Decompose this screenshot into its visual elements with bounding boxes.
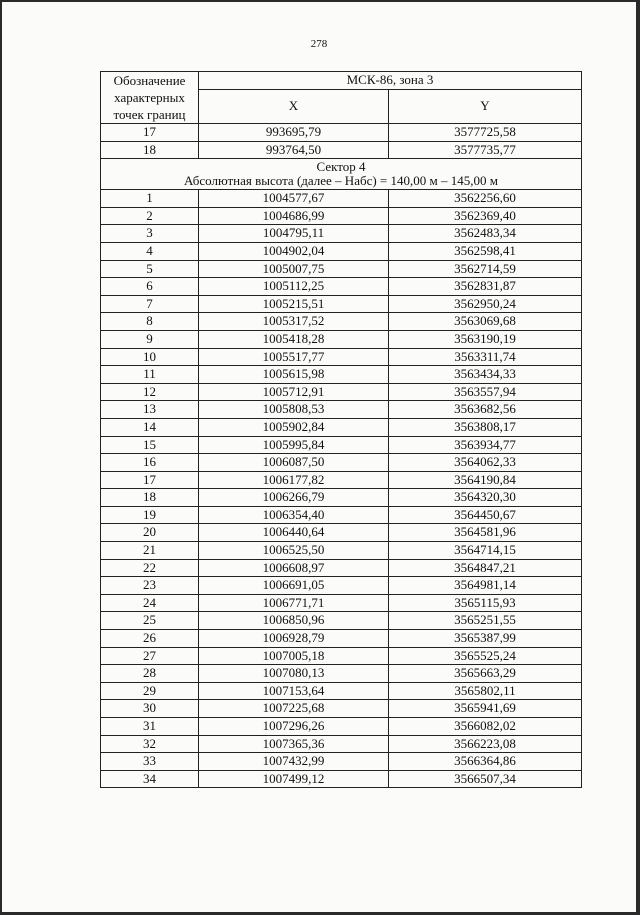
- point-number: 12: [101, 383, 199, 401]
- table-row: [101, 225, 582, 243]
- table-row: [101, 700, 582, 718]
- table-row: [101, 718, 582, 736]
- x-coordinate: 1007432,99: [199, 753, 389, 771]
- point-number: 3: [101, 225, 199, 243]
- table-row: [101, 524, 582, 542]
- header-coord-system: МСК-86, зона 3: [199, 72, 582, 90]
- y-coordinate: 3565802,11: [389, 682, 582, 700]
- point-number: 4: [101, 242, 199, 260]
- table-row: [101, 612, 582, 630]
- y-coordinate: 3564062,33: [389, 454, 582, 472]
- x-coordinate: 1005007,75: [199, 260, 389, 278]
- x-coordinate: 1004577,67: [199, 190, 389, 208]
- x-coordinate: 1007005,18: [199, 647, 389, 665]
- x-coordinate: 1004795,11: [199, 225, 389, 243]
- x-coordinate: 1005112,25: [199, 278, 389, 296]
- table-row: [101, 436, 582, 454]
- point-number: 10: [101, 348, 199, 366]
- table-row: [101, 366, 582, 384]
- y-coordinate: 3563190,19: [389, 330, 582, 348]
- point-number: 16: [101, 454, 199, 472]
- y-coordinate: 3564847,21: [389, 559, 582, 577]
- point-number: 21: [101, 542, 199, 560]
- y-coordinate: 3562714,59: [389, 260, 582, 278]
- document-page: [2, 2, 636, 912]
- point-number: 17: [101, 471, 199, 489]
- point-number: 22: [101, 559, 199, 577]
- table-row: [101, 418, 582, 436]
- point-number: 29: [101, 682, 199, 700]
- table-row: [101, 489, 582, 507]
- y-coordinate: 3564450,67: [389, 506, 582, 524]
- point-number: 24: [101, 594, 199, 612]
- page-number: 278: [310, 38, 328, 50]
- table-row: [101, 577, 582, 595]
- x-coordinate: 1004902,04: [199, 242, 389, 260]
- x-coordinate: 993695,79: [199, 124, 389, 142]
- x-coordinate: 1005615,98: [199, 366, 389, 384]
- x-coordinate: 1006771,71: [199, 594, 389, 612]
- sector-row: [101, 159, 582, 190]
- x-coordinate: 1006177,82: [199, 471, 389, 489]
- point-number: 14: [101, 418, 199, 436]
- point-number: 15: [101, 436, 199, 454]
- point-number: 32: [101, 735, 199, 753]
- y-coordinate: 3565663,29: [389, 665, 582, 683]
- table-row: [101, 594, 582, 612]
- x-coordinate: 1007296,26: [199, 718, 389, 736]
- table-row: [101, 542, 582, 560]
- x-coordinate: 1006691,05: [199, 577, 389, 595]
- y-coordinate: 3562483,34: [389, 225, 582, 243]
- y-coordinate: 3564581,96: [389, 524, 582, 542]
- x-coordinate: 1007153,64: [199, 682, 389, 700]
- y-coordinate: 3563808,17: [389, 418, 582, 436]
- table-row: [101, 295, 582, 313]
- x-coordinate: 1006525,50: [199, 542, 389, 560]
- x-coordinate: 1005995,84: [199, 436, 389, 454]
- y-coordinate: 3564320,30: [389, 489, 582, 507]
- y-coordinate: 3566082,02: [389, 718, 582, 736]
- table-row: [101, 630, 582, 648]
- table-row: [101, 348, 582, 366]
- table-row: [101, 770, 582, 788]
- table-row: [101, 383, 582, 401]
- table-row: [101, 647, 582, 665]
- y-coordinate: 3562950,24: [389, 295, 582, 313]
- table-row: [101, 401, 582, 419]
- x-coordinate: 1006928,79: [199, 630, 389, 648]
- y-coordinate: 3565941,69: [389, 700, 582, 718]
- point-number: 31: [101, 718, 199, 736]
- y-coordinate: 3564981,14: [389, 577, 582, 595]
- point-number: 18: [101, 141, 199, 159]
- y-coordinate: 3577725,58: [389, 124, 582, 142]
- table-row: [101, 753, 582, 771]
- y-coordinate: 3566223,08: [389, 735, 582, 753]
- x-coordinate: 1007499,12: [199, 770, 389, 788]
- point-number: 25: [101, 612, 199, 630]
- table-row: [101, 242, 582, 260]
- x-coordinate: 1005418,28: [199, 330, 389, 348]
- y-coordinate: 3566507,34: [389, 770, 582, 788]
- y-coordinate: 3563682,56: [389, 401, 582, 419]
- sector-title: Сектор 4: [316, 159, 366, 175]
- point-number: 1: [101, 190, 199, 208]
- x-coordinate: 1006850,96: [199, 612, 389, 630]
- x-coordinate: 1005902,84: [199, 418, 389, 436]
- y-coordinate: 3565387,99: [389, 630, 582, 648]
- point-number: 9: [101, 330, 199, 348]
- y-coordinate: 3563434,33: [389, 366, 582, 384]
- table-row: [101, 506, 582, 524]
- point-number: 26: [101, 630, 199, 648]
- y-coordinate: 3565115,93: [389, 594, 582, 612]
- coordinates-table: [100, 71, 582, 788]
- table-row: [101, 278, 582, 296]
- point-number: 20: [101, 524, 199, 542]
- table-row: [101, 735, 582, 753]
- point-number: 30: [101, 700, 199, 718]
- table-row: [101, 313, 582, 331]
- point-number: 28: [101, 665, 199, 683]
- sector-subtitle: Абсолютная высота (далее – Набс) = 140,00 м – 145,00 м: [184, 173, 498, 189]
- y-coordinate: 3564190,84: [389, 471, 582, 489]
- y-coordinate: 3566364,86: [389, 753, 582, 771]
- y-coordinate: 3562369,40: [389, 207, 582, 225]
- y-coordinate: 3563069,68: [389, 313, 582, 331]
- x-coordinate: 1007365,36: [199, 735, 389, 753]
- x-coordinate: 1005317,52: [199, 313, 389, 331]
- point-number: 17: [101, 124, 199, 142]
- table-row: [101, 260, 582, 278]
- table-row: [101, 207, 582, 225]
- point-number: 8: [101, 313, 199, 331]
- point-number: 13: [101, 401, 199, 419]
- y-coordinate: 3563557,94: [389, 383, 582, 401]
- header-x: X: [199, 89, 389, 123]
- table-row: [101, 190, 582, 208]
- x-coordinate: 1006087,50: [199, 454, 389, 472]
- y-coordinate: 3563311,74: [389, 348, 582, 366]
- x-coordinate: 1005712,91: [199, 383, 389, 401]
- x-coordinate: 993764,50: [199, 141, 389, 159]
- table-row: [101, 454, 582, 472]
- y-coordinate: 3577735,77: [389, 141, 582, 159]
- table-row: [101, 124, 582, 142]
- point-number: 18: [101, 489, 199, 507]
- x-coordinate: 1005808,53: [199, 401, 389, 419]
- y-coordinate: 3562831,87: [389, 278, 582, 296]
- y-coordinate: 3562256,60: [389, 190, 582, 208]
- point-number: 2: [101, 207, 199, 225]
- y-coordinate: 3564714,15: [389, 542, 582, 560]
- y-coordinate: 3562598,41: [389, 242, 582, 260]
- point-number: 19: [101, 506, 199, 524]
- x-coordinate: 1006266,79: [199, 489, 389, 507]
- point-number: 11: [101, 366, 199, 384]
- point-number: 27: [101, 647, 199, 665]
- x-coordinate: 1006440,64: [199, 524, 389, 542]
- table-row: [101, 682, 582, 700]
- table-row: [101, 141, 582, 159]
- header-point-label: Обозначение характерных точек границ: [101, 72, 199, 124]
- x-coordinate: 1006608,97: [199, 559, 389, 577]
- y-coordinate: 3565251,55: [389, 612, 582, 630]
- point-number: 33: [101, 753, 199, 771]
- point-number: 7: [101, 295, 199, 313]
- point-number: 5: [101, 260, 199, 278]
- y-coordinate: 3565525,24: [389, 647, 582, 665]
- header-y: Y: [389, 89, 582, 123]
- x-coordinate: 1006354,40: [199, 506, 389, 524]
- x-coordinate: 1005215,51: [199, 295, 389, 313]
- x-coordinate: 1004686,99: [199, 207, 389, 225]
- x-coordinate: 1007225,68: [199, 700, 389, 718]
- point-number: 34: [101, 770, 199, 788]
- point-number: 23: [101, 577, 199, 595]
- table-row: [101, 665, 582, 683]
- x-coordinate: 1007080,13: [199, 665, 389, 683]
- table-row: [101, 330, 582, 348]
- table-row: [101, 559, 582, 577]
- table-row: [101, 471, 582, 489]
- y-coordinate: 3563934,77: [389, 436, 582, 454]
- point-number: 6: [101, 278, 199, 296]
- x-coordinate: 1005517,77: [199, 348, 389, 366]
